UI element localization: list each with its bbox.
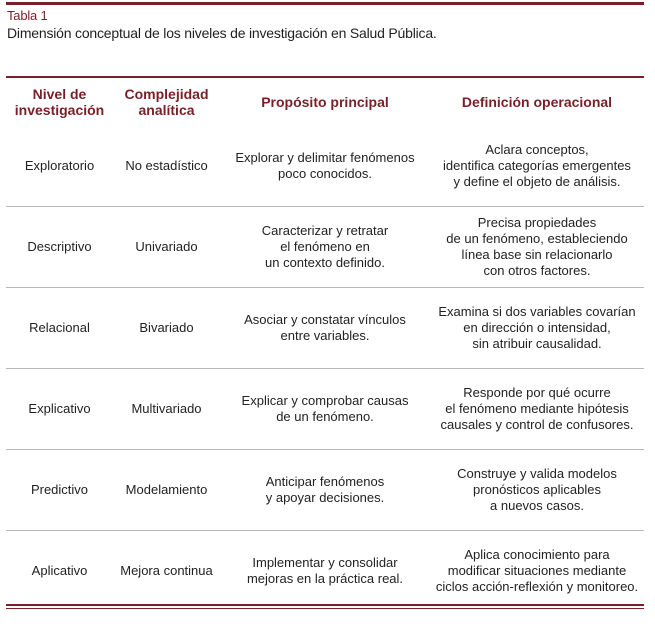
- bottom-rule: [6, 604, 644, 606]
- levels-table: [6, 78, 644, 611]
- top-rule: [6, 2, 644, 5]
- cell-proposito: Explorar y delimitar fenómenos poco conocidos.: [220, 126, 430, 207]
- cell-definicion: Responde por qué ocurre el fenómeno mediante hipótesis causales y control de confusores.: [430, 369, 644, 450]
- table-row: [6, 369, 644, 450]
- cell-complejidad: Mejora continua: [120, 563, 213, 578]
- cell-nivel: Aplicativo: [31, 563, 88, 578]
- table-title: Dimensión conceptual de los niveles de investigación en Salud Pública.: [7, 25, 437, 41]
- cell-definicion: Precisa propiedades de un fenómeno, estableciendo línea base sin relacionarlo con otros factores.: [430, 207, 644, 288]
- cell-definicion: Examina si dos variables covarían en dirección o intensidad, sin atribuir causalidad.: [430, 288, 644, 369]
- cell-nivel: Relacional: [6, 288, 113, 369]
- header-nivel: Nivel de investigación: [14, 86, 105, 118]
- cell-definicion: Aplica conocimiento para modificar situaciones mediante ciclos acción-reflexión y monitoreo.: [435, 547, 639, 594]
- header-complejidad: Complejidad analítica: [124, 86, 209, 118]
- cell-nivel: Predictivo: [6, 450, 113, 531]
- table-row: [6, 450, 644, 531]
- cell-proposito: Implementar y consolidar mejoras en la práctica real.: [246, 555, 404, 586]
- table-header-row: [6, 78, 644, 126]
- table-row: [6, 531, 644, 612]
- table-row: [6, 288, 644, 369]
- cell-proposito: Anticipar fenómenos y apoyar decisiones.: [220, 450, 430, 531]
- cell-complejidad: Modelamiento: [113, 450, 220, 531]
- table-label: Tabla 1: [7, 8, 48, 23]
- bottom-rule-thin: [6, 608, 644, 609]
- cell-complejidad: No estadístico: [113, 126, 220, 207]
- cell-complejidad: Bivariado: [113, 288, 220, 369]
- table-row: [6, 207, 644, 288]
- header-proposito: Propósito principal: [261, 94, 389, 110]
- cell-complejidad: Multivariado: [113, 369, 220, 450]
- cell-proposito: Caracterizar y retratar el fenómeno en un contexto definido.: [220, 207, 430, 288]
- cell-nivel: Explicativo: [6, 369, 113, 450]
- cell-definicion: Construye y valida modelos pronósticos aplicables a nuevos casos.: [430, 450, 644, 531]
- header-definicion: Definición operacional: [461, 94, 613, 110]
- cell-complejidad: Univariado: [113, 207, 220, 288]
- cell-definicion: Aclara conceptos, identifica categorías emergentes y define el objeto de análisis.: [430, 126, 644, 207]
- cell-nivel: Exploratorio: [6, 126, 113, 207]
- table-row: [6, 126, 644, 207]
- cell-proposito: Explicar y comprobar causas de un fenómeno.: [220, 369, 430, 450]
- cell-proposito: Asociar y constatar vínculos entre variables.: [220, 288, 430, 369]
- cell-nivel: Descriptivo: [6, 207, 113, 288]
